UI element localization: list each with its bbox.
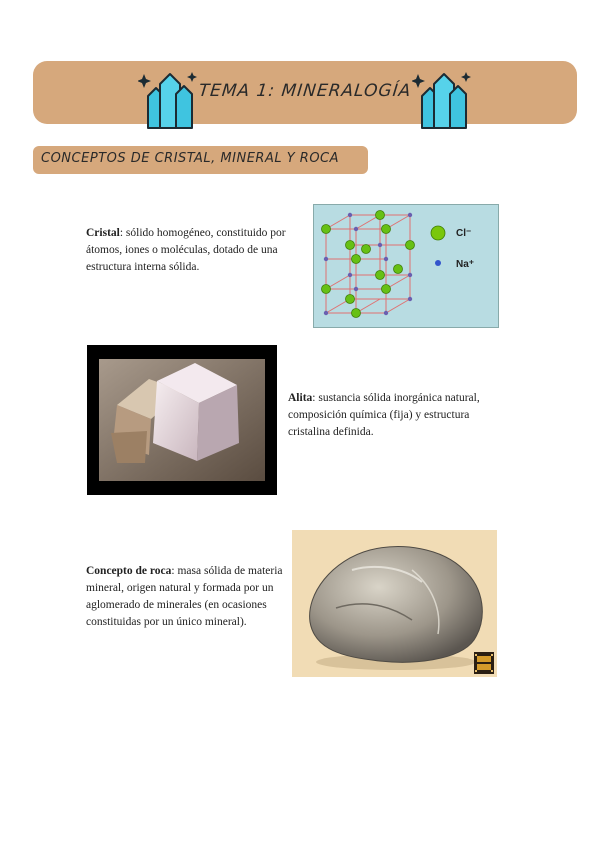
nacl-lattice-diagram bbox=[314, 205, 498, 327]
legend-chloride: Cl⁻ bbox=[456, 228, 472, 239]
term-alita: Alita bbox=[288, 392, 313, 404]
term-cristal: Cristal bbox=[86, 227, 120, 239]
definition-text: : sólido homogéneo, constituido por átomos, iones o moléculas, dotado de una estructura interna sólida. bbox=[86, 227, 286, 273]
crystal-cluster-icon bbox=[138, 66, 200, 132]
crystal-cluster-icon bbox=[412, 66, 474, 132]
rock-sample-photo bbox=[292, 530, 497, 677]
section-title: CONCEPTOS DE CRISTAL, MINERAL Y ROCA bbox=[41, 151, 340, 166]
halite-crystal-image bbox=[87, 345, 277, 495]
halite-crystal-photo bbox=[87, 345, 277, 495]
definition-cristal bbox=[86, 225, 301, 276]
definition-roca bbox=[86, 563, 286, 631]
header-banner bbox=[33, 61, 577, 124]
section-heading bbox=[33, 146, 368, 174]
definition-text: : masa sólida de materia mineral, origen natural y formada por un aglomerado de minerales (en ocasiones constituidas por un único mineral). bbox=[86, 565, 283, 628]
rock-sample-image bbox=[292, 530, 497, 677]
legend-sodium: Na⁺ bbox=[456, 259, 475, 270]
page-title: TEMA 1: MINERALOGÍA bbox=[197, 81, 413, 101]
definition-alita bbox=[288, 390, 498, 441]
film-strip-icon bbox=[474, 652, 494, 674]
definition-text: : sustancia sólida inorgánica natural, composición química (fija) y estructura cristalina definida. bbox=[288, 392, 480, 438]
nacl-lattice-figure bbox=[313, 204, 499, 328]
term-roca: Concepto de roca bbox=[86, 565, 172, 577]
